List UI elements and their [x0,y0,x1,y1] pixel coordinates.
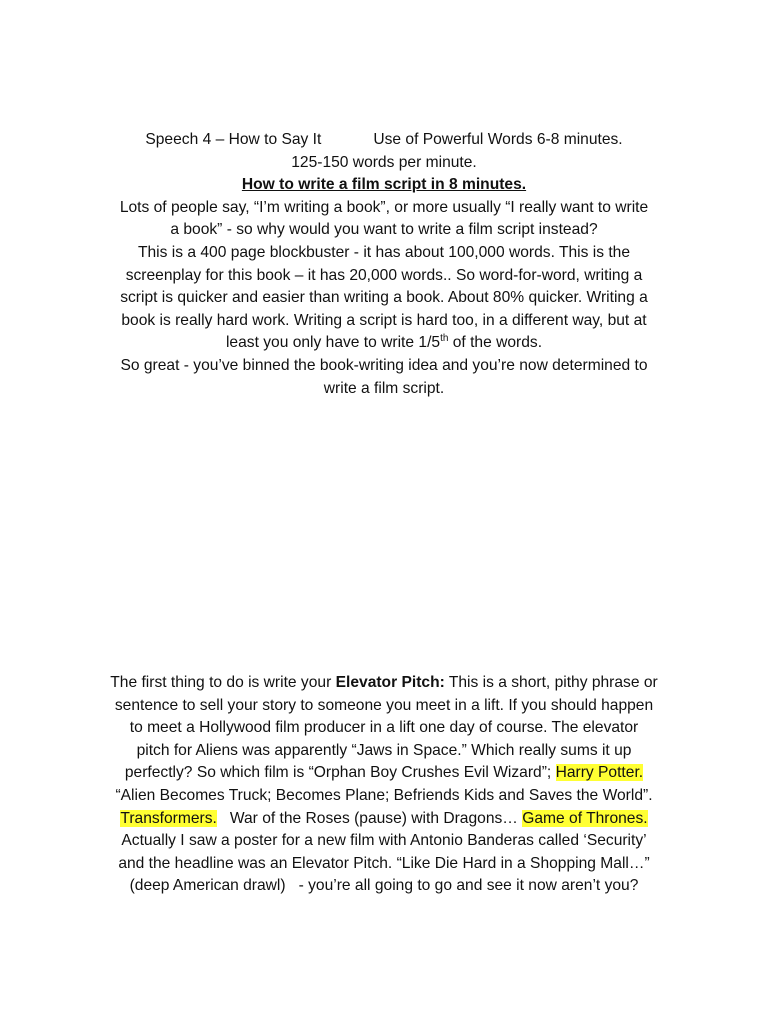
pitch-line-text: This is a short, pithy phrase or [444,674,658,691]
highlight-transformers: Transformers. [120,809,217,827]
pitch-line: “Alien Becomes Truck; Becomes Plane; Befriends Kids and Saves the World”. [115,786,653,804]
pitch-line: sentence to sell your story to someone you meet in a lift. If you should happen [114,696,654,714]
pitch-line: and the headline was an Elevator Pitch. “Like Die Hard in a Shopping Mall…” [118,854,650,872]
pitch-line: Actually I saw a poster for a new film with Antonio Banderas called ‘Security’ [121,832,647,850]
pitch-line [96,808,672,831]
pitch-line-text: perfectly? So which film is “Orphan Boy Crushes Evil Wizard”; [124,764,556,782]
fraction-before: least you only have to write 1/5 [225,334,441,352]
fraction-after: of the words. [448,334,543,352]
speech-topic: Use of Powerful Words 6-8 minutes. [373,131,623,148]
speech-intro-section [96,129,672,400]
pitch-line: (deep American drawl) - you’re all going to go and see it now aren’t you? [129,877,639,895]
pitch-line: pitch for Aliens was apparently “Jaws in Space.” Which really sums it up [136,741,632,759]
pitch-line [96,672,672,695]
body-line: book is really hard work. Writing a script is hard too, in a different way, but at [121,311,647,329]
body-line: script is quicker and easier than writing a book. About 80% quicker. Writing a [120,289,648,307]
fraction-superscript: th [440,333,449,345]
elevator-pitch-section [96,672,672,898]
pitch-line-text: War of the Roses (pause) with Dragons… [216,809,523,827]
body-line: Lots of people say, “I’m writing a book”, or more usually “I really want to write [119,198,649,216]
speech-number: Speech 4 – How to Say It [145,131,322,148]
body-line: This is a 400 page blockbuster - it has about 100,000 words. This is the [137,243,631,261]
highlight-game-of-thrones: Game of Thrones. [522,809,648,827]
pitch-line: to meet a Hollywood film producer in a lift one day of course. The elevator [129,719,639,737]
speech-header-line [96,129,672,152]
body-line: screenplay for this book – it has 20,000 words.. So word-for-word, writing a [125,266,643,284]
body-line: a book” - so why would you want to write a film script instead? [170,221,598,239]
fraction-line [96,332,672,355]
speech-title: How to write a film script in 8 minutes. [241,176,527,194]
pitch-line-text: The first thing to do is write your [110,674,336,691]
highlight-harry-potter: Harry Potter. [555,764,644,782]
elevator-pitch-term: Elevator Pitch: [335,674,445,691]
body-line: So great - you’ve binned the book-writing idea and you’re now determined to [120,356,648,374]
body-line: write a film script. [323,379,445,397]
pitch-line [96,762,672,785]
speaking-rate: 125-150 words per minute. [291,153,477,171]
